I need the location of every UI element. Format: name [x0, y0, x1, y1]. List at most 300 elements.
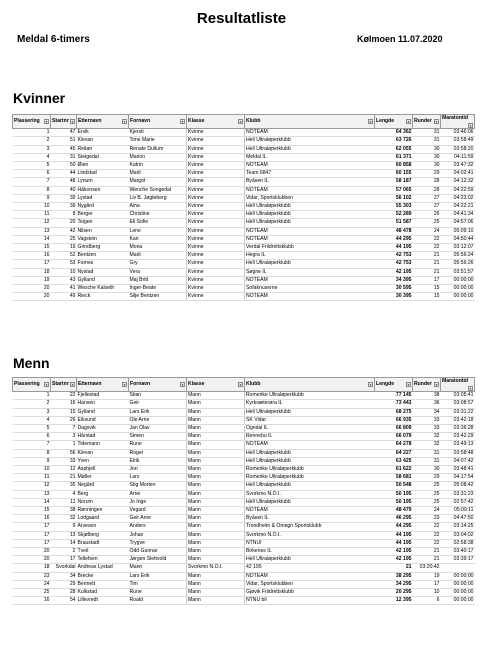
cell-maratontid: 00:00:00 [441, 580, 475, 588]
table-row [13, 219, 475, 227]
cell-runder: 30 [413, 145, 441, 153]
cell-klubb: Verdal Friidrettsklubb [245, 244, 375, 252]
filter-dropdown-icon[interactable]: ▾ [369, 383, 372, 387]
cell-runder: 24 [413, 227, 441, 235]
cell-plassering: 25 [13, 589, 51, 597]
cell-lengde: 77 145 [375, 392, 413, 400]
cell-plassering: 11 [13, 474, 51, 482]
cell-plassering: 12 [13, 219, 51, 227]
cell-etternavn: Hansen [77, 400, 129, 408]
filter-dropdown-icon[interactable]: ▾ [435, 383, 438, 387]
cell-klubb: Hell Ultraløperklubb [245, 498, 375, 506]
cell-fornavn: Margot [129, 178, 187, 186]
column-header-fornavn[interactable] [129, 115, 187, 129]
cell-klubb: Romerike Ultraløperklubb [245, 466, 375, 474]
cell-fornavn: Mann [129, 564, 187, 572]
cell-startnr: 10 [51, 268, 77, 276]
cell-startnr: 14 [51, 539, 77, 547]
cell-runder: 22 [413, 531, 441, 539]
cell-klubb: Hell Ultraløperklubb [245, 260, 375, 268]
filter-dropdown-icon[interactable]: ▾ [181, 120, 184, 124]
cell-lengde: 42 195 [375, 556, 413, 564]
cell-runder: 23 [413, 515, 441, 523]
table-row [13, 507, 475, 515]
cell-runder: 30 [413, 153, 441, 161]
cell-klasse: Mann [187, 466, 245, 474]
cell-runder: 21 [413, 260, 441, 268]
cell-lengde: 42 195 [375, 548, 413, 556]
column-header-etternavn[interactable] [77, 378, 129, 392]
cell-maratontid: 03:04:02 [441, 531, 475, 539]
table-row [13, 162, 475, 170]
cell-klubb: Meldal IL [245, 153, 375, 161]
cell-fornavn: Marion [129, 153, 187, 161]
column-header-etternavn[interactable] [77, 115, 129, 129]
cell-klasse: Mann [187, 507, 245, 515]
column-header-maratontid[interactable] [441, 378, 475, 392]
cell-maratontid: 04:02:41 [441, 170, 475, 178]
cell-fornavn: Jo Inge [129, 498, 187, 506]
cell-klubb: Hell Ultraløperklubb [245, 556, 375, 564]
cell-lengde: 50 195 [375, 498, 413, 506]
cell-maratontid: 03:39:17 [441, 556, 475, 564]
column-header-label: Klasse [188, 381, 205, 387]
table-row [13, 129, 475, 137]
column-header-klasse[interactable] [187, 115, 245, 129]
table-row [13, 276, 475, 284]
column-header-klasse[interactable] [187, 378, 245, 392]
cell-startnr: 33 [51, 457, 77, 465]
cell-lengde: 44 195 [375, 539, 413, 547]
cell-etternavn: Skjølberg [77, 531, 129, 539]
cell-klasse: Mann [187, 580, 245, 588]
cell-fornavn: Lene [129, 227, 187, 235]
cell-plassering: 20 [13, 293, 51, 301]
table-row [13, 186, 475, 194]
cell-startnr: 31 [51, 153, 77, 161]
table-row [13, 235, 475, 243]
table-row [13, 490, 475, 498]
cell-runder: 32 [413, 433, 441, 441]
cell-lengde: 58 187 [375, 178, 413, 186]
cell-plassering: 6 [13, 433, 51, 441]
cell-plassering: 23 [13, 572, 51, 580]
cell-klubb: Romerike Ultraløperklubb [245, 392, 375, 400]
filter-dropdown-icon[interactable]: ▾ [45, 120, 48, 124]
cell-klasse: Mann [187, 498, 245, 506]
cell-plassering: 5 [13, 162, 51, 170]
cell-plassering: 11 [13, 211, 51, 219]
cell-maratontid: 03:08:57 [441, 400, 475, 408]
cell-etternavn: Lillevredt [77, 597, 129, 605]
table-row [13, 597, 475, 605]
cell-plassering: 4 [13, 416, 51, 424]
cell-startnr: 56 [51, 449, 77, 457]
cell-klasse: Kvinne [187, 293, 245, 301]
cell-fornavn: Jon [129, 466, 187, 474]
column-header-label: Lengde [376, 381, 395, 387]
cell-klasse: Kvinne [187, 203, 245, 211]
cell-klasse: Mann [187, 425, 245, 433]
cell-maratontid: 04:50:44 [441, 235, 475, 243]
cell-klubb: Gjøvik Friidrettsklubb [245, 589, 375, 597]
cell-etternavn: Arvesen [77, 523, 129, 531]
cell-runder: 36 [413, 400, 441, 408]
cell-lengde: 46 295 [375, 515, 413, 523]
cell-klubb: Hell Ultraløperklubb [245, 482, 375, 490]
filter-dropdown-icon[interactable]: ▾ [407, 383, 410, 387]
cell-plassering: 19 [13, 276, 51, 284]
column-header-label: Klubb [246, 381, 261, 387]
cell-fornavn: Anders [129, 523, 187, 531]
cell-klasse: Mann [187, 449, 245, 457]
cell-plassering: 17 [13, 260, 51, 268]
cell-plassering: 3 [13, 408, 51, 416]
column-header-label: Lengde [376, 118, 395, 124]
cell-runder: 31 [413, 137, 441, 145]
cell-etternavn: Gylland [77, 276, 129, 284]
cell-plassering: 14 [13, 498, 51, 506]
cell-plassering: 7 [13, 178, 51, 186]
cell-etternavn: Lindstad [77, 170, 129, 178]
cell-startnr: 39 [51, 194, 77, 202]
cell-lengde: 42 753 [375, 252, 413, 260]
table-row [13, 474, 475, 482]
cell-plassering: 10 [13, 466, 51, 474]
cell-lengde: 30 395 [375, 293, 413, 301]
cell-plassering: 15 [13, 507, 51, 515]
cell-maratontid: 03:51:57 [441, 268, 475, 276]
column-header-klubb[interactable] [245, 378, 375, 392]
cell-maratontid: 04:17:54 [441, 474, 475, 482]
cell-klubb: Team 6847 [245, 170, 375, 178]
cell-startnr: 29 [51, 580, 77, 588]
cell-startnr: 45 [51, 145, 77, 153]
cell-lengde: 48 479 [375, 507, 413, 515]
table-row [13, 564, 475, 572]
cell-maratontid: 04:41:34 [441, 211, 475, 219]
cell-lengde: 50 195 [375, 490, 413, 498]
cell-runder: 10 [413, 589, 441, 597]
cell-etternavn: Klevan [77, 137, 129, 145]
cell-maratontid: 03:47:32 [441, 162, 475, 170]
cell-startnr: 26 [51, 416, 77, 424]
filter-dropdown-icon[interactable]: ▾ [239, 120, 242, 124]
cell-maratontid: 05:56:24 [441, 252, 475, 260]
cell-maratontid: 00:00:00 [441, 597, 475, 605]
column-header-label: Plassering [14, 381, 40, 387]
table-row [13, 466, 475, 474]
cell-etternavn: Bentzen [77, 252, 129, 260]
cell-klasse: Mann [187, 597, 245, 605]
cell-startnr: 38 [51, 507, 77, 515]
cell-maratontid: 03:42:29 [441, 433, 475, 441]
cell-fornavn: Roald [129, 597, 187, 605]
cell-klasse: Mann [187, 441, 245, 449]
column-header-startnr[interactable] [51, 378, 77, 392]
column-header-fornavn[interactable] [129, 378, 187, 392]
cell-fornavn: Tone Marie [129, 137, 187, 145]
cell-klubb: Hell Ultraløperklubb [245, 408, 375, 416]
cell-klasse: Mann [187, 556, 245, 564]
cell-maratontid: 03:46:06 [441, 129, 475, 137]
cell-etternavn: Klevan [77, 449, 129, 457]
cell-startnr: 13 [51, 531, 77, 539]
cell-maratontid: 03:31:23 [441, 490, 475, 498]
cell-runder: 25 [413, 490, 441, 498]
cell-klasse: Mann [187, 392, 245, 400]
cell-etternavn: Grindberg [77, 244, 129, 252]
cell-lengde: 21 [375, 564, 413, 572]
cell-fornavn: Mona [129, 244, 187, 252]
cell-lengde: 64 278 [375, 441, 413, 449]
cell-plassering: 12 [13, 482, 51, 490]
cell-klubb: Vidar, Sportsklubben [245, 194, 375, 202]
column-header-label: Fornavn [130, 118, 151, 124]
cell-klubb: Sofaknuserne [245, 285, 375, 293]
cell-maratontid: 02:57:42 [441, 498, 475, 506]
cell-lengde: 68 275 [375, 408, 413, 416]
cell-lengde: 57 065 [375, 186, 413, 194]
cell-fornavn: Wenche Songedal [129, 186, 187, 194]
cell-etternavn: Bennett [77, 580, 129, 588]
cell-klubb: Hell Ultraløperklubb [245, 203, 375, 211]
table-row [13, 482, 475, 490]
cell-startnr: 43 [51, 276, 77, 284]
cell-klubb: NOTEAM [245, 293, 375, 301]
cell-klasse: Kvinne [187, 285, 245, 293]
cell-runder: 31 [413, 449, 441, 457]
cell-runder: 22 [413, 235, 441, 243]
filter-dropdown-icon[interactable]: ▾ [407, 120, 410, 124]
cell-startnr: 22 [51, 392, 77, 400]
filter-dropdown-icon[interactable]: ▾ [239, 383, 242, 387]
table-row [13, 572, 475, 580]
cell-lengde: 44 295 [375, 523, 413, 531]
cell-etternavn: Berger [77, 211, 129, 219]
cell-maratontid: 03:05:41 [441, 392, 475, 400]
cell-runder: 21 [413, 268, 441, 276]
cell-lengde: 55 303 [375, 203, 413, 211]
cell-startnr: 21 [51, 474, 77, 482]
cell-klubb: NOTEAM [245, 186, 375, 194]
cell-maratontid: 03:58:49 [441, 137, 475, 145]
cell-runder: 27 [413, 194, 441, 202]
cell-startnr: 12 [51, 466, 77, 474]
column-header-label: Plassering [14, 118, 40, 124]
table-row [13, 203, 475, 211]
column-header-label: Etternavn [78, 381, 102, 387]
filter-dropdown-icon[interactable]: ▾ [71, 120, 74, 124]
cell-lengde: 60 155 [375, 170, 413, 178]
cell-lengde: 66 079 [375, 433, 413, 441]
cell-maratontid: 00:00:00 [441, 293, 475, 301]
cell-klubb: Hell Ultraløperklubb [245, 145, 375, 153]
cell-etternavn: Nilsen [77, 227, 129, 235]
cell-klubb: Hell Ultraløperklubb [245, 219, 375, 227]
cell-klasse: Kvinne [187, 252, 245, 260]
cell-startnr: 39 [51, 203, 77, 211]
column-header-label: Runder [414, 381, 432, 387]
table-row [13, 539, 475, 547]
cell-maratontid: 03:49:13 [441, 441, 475, 449]
cell-etternavn: Lystad [77, 194, 129, 202]
column-header-label: Maratontid [442, 378, 469, 384]
cell-startnr: 8 [51, 211, 77, 219]
cell-fornavn: Maj Britt [129, 276, 187, 284]
cell-fornavn: Renate Dullum [129, 145, 187, 153]
page-title: Resultatliste [196, 10, 287, 27]
table-row [13, 252, 475, 260]
cell-runder: 25 [413, 219, 441, 227]
cell-plassering: 4 [13, 153, 51, 161]
cell-fornavn: Katrin [129, 162, 187, 170]
column-header-plassering[interactable] [13, 378, 51, 392]
filter-dropdown-icon[interactable]: ▾ [469, 387, 472, 392]
cell-klasse: Mann [187, 572, 245, 580]
column-header-plassering[interactable] [13, 115, 51, 129]
table-row [13, 285, 475, 293]
table-row [13, 589, 475, 597]
table-row [13, 227, 475, 235]
cell-klasse: Mann [187, 548, 245, 556]
column-header-label: Klubb [246, 118, 261, 124]
cell-lengde: 66 935 [375, 416, 413, 424]
cell-plassering: 24 [13, 580, 51, 588]
column-header-label: Maratontid [442, 115, 469, 121]
cell-startnr: 48 [51, 178, 77, 186]
cell-startnr: 42 [51, 227, 77, 235]
cell-maratontid: 03:14:25 [441, 523, 475, 531]
cell-startnr: 41 [51, 285, 77, 293]
cell-runder: 22 [413, 244, 441, 252]
cell-startnr: 20 [51, 219, 77, 227]
cell-lengde: 38 295 [375, 572, 413, 580]
table-row [13, 425, 475, 433]
cell-plassering: 16 [13, 515, 51, 523]
column-header-maratontid[interactable] [441, 115, 475, 129]
cell-klubb: Ogndal IL [245, 425, 375, 433]
cell-maratontid: 04:23:02 [441, 194, 475, 202]
cell-maratontid: 03:58:48 [441, 449, 475, 457]
cell-plassering: 7 [13, 441, 51, 449]
cell-maratontid: 00:00:00 [441, 276, 475, 284]
cell-fornavn: Lars Erik [129, 572, 187, 580]
column-header-lengde[interactable] [375, 115, 413, 129]
cell-etternavn: Rieck [77, 293, 129, 301]
cell-klubb: Kyrksæterøra IL [245, 400, 375, 408]
column-header-runder[interactable] [413, 115, 441, 129]
table-row [13, 416, 475, 424]
column-header-klubb[interactable] [245, 115, 375, 129]
cell-lengde: 12 395 [375, 597, 413, 605]
cell-plassering: 20 [13, 548, 51, 556]
men-heading: Menn [13, 355, 50, 371]
cell-runder: 03:20:42 [413, 564, 441, 572]
column-header-lengde[interactable] [375, 378, 413, 392]
cell-maratontid: 03:48:41 [441, 466, 475, 474]
cell-fornavn: Vegard [129, 507, 187, 515]
cell-startnr: 47 [51, 129, 77, 137]
women-results-table [12, 114, 475, 301]
cell-etternavn: Kulkstad [77, 589, 129, 597]
cell-fornavn: Geir [129, 400, 187, 408]
cell-klasse: Mann [187, 490, 245, 498]
filter-dropdown-icon[interactable]: ▾ [469, 124, 472, 129]
cell-klasse: Kvinne [187, 260, 245, 268]
filter-dropdown-icon[interactable]: ▾ [45, 383, 48, 387]
cell-klasse: Mann [187, 400, 245, 408]
cell-klubb: NOTEAM [245, 129, 375, 137]
cell-maratontid: 05:09:10 [441, 227, 475, 235]
cell-fornavn: Lars Erik [129, 408, 187, 416]
cell-klasse: Mann [187, 531, 245, 539]
column-header-label: Klasse [188, 118, 205, 124]
cell-plassering: 9 [13, 194, 51, 202]
cell-fornavn: Silje Bentzen [129, 293, 187, 301]
cell-startnr: 35 [51, 482, 77, 490]
table-row [13, 515, 475, 523]
cell-etternavn: Rønningen [77, 507, 129, 515]
cell-klubb: Byåsen IL [245, 178, 375, 186]
cell-plassering: 2 [13, 400, 51, 408]
cell-maratontid: 00:00:00 [441, 285, 475, 293]
cell-lengde: 51 587 [375, 219, 413, 227]
column-header-startnr[interactable] [51, 115, 77, 129]
cell-klasse: Kvinne [187, 227, 245, 235]
cell-klubb: NTNU bil [245, 597, 375, 605]
cell-klubb: Trondheim & Omegn Sportsklubb [245, 523, 375, 531]
cell-startnr: 1 [51, 441, 77, 449]
cell-etternavn: Gylland [77, 408, 129, 416]
cell-etternavn: Tellefsen [77, 556, 129, 564]
filter-dropdown-icon[interactable]: ▾ [435, 120, 438, 124]
cell-plassering: 17 [13, 531, 51, 539]
filter-dropdown-icon[interactable]: ▾ [71, 383, 74, 387]
cell-startnr: 4 [51, 490, 77, 498]
cell-klasse: Mann [187, 539, 245, 547]
cell-lengde: 63 425 [375, 457, 413, 465]
cell-etternavn: Håkonsen [77, 186, 129, 194]
filter-dropdown-icon[interactable]: ▾ [369, 120, 372, 124]
cell-runder: 33 [413, 416, 441, 424]
column-header-runder[interactable] [413, 378, 441, 392]
cell-maratontid: 03:58:20 [441, 145, 475, 153]
cell-klasse: Kvinne [187, 153, 245, 161]
cell-lengde: 56 102 [375, 194, 413, 202]
cell-klubb: NTNUI [245, 539, 375, 547]
filter-dropdown-icon[interactable]: ▾ [181, 383, 184, 387]
cell-fornavn: Johan [129, 531, 187, 539]
cell-klubb: Søgne IL [245, 268, 375, 276]
cell-klasse: Mann [187, 433, 245, 441]
cell-plassering: 16 [13, 597, 51, 605]
cell-lengde: 20 295 [375, 589, 413, 597]
cell-startnr: 25 [51, 235, 77, 243]
cell-plassering: 20 [13, 285, 51, 293]
cell-runder: 22 [413, 539, 441, 547]
cell-fornavn: Inger-Beate [129, 285, 187, 293]
filter-dropdown-icon[interactable]: ▾ [123, 383, 126, 387]
cell-lengde: 61 371 [375, 153, 413, 161]
location-date: Kølmoen 11.07.2020 [357, 34, 443, 44]
filter-dropdown-icon[interactable]: ▾ [123, 120, 126, 124]
cell-maratontid: 04:47:50 [441, 515, 475, 523]
cell-runder: 28 [413, 178, 441, 186]
table-row [13, 260, 475, 268]
cell-lengde: 44 295 [375, 235, 413, 243]
cell-startnr: 9 [51, 523, 77, 531]
